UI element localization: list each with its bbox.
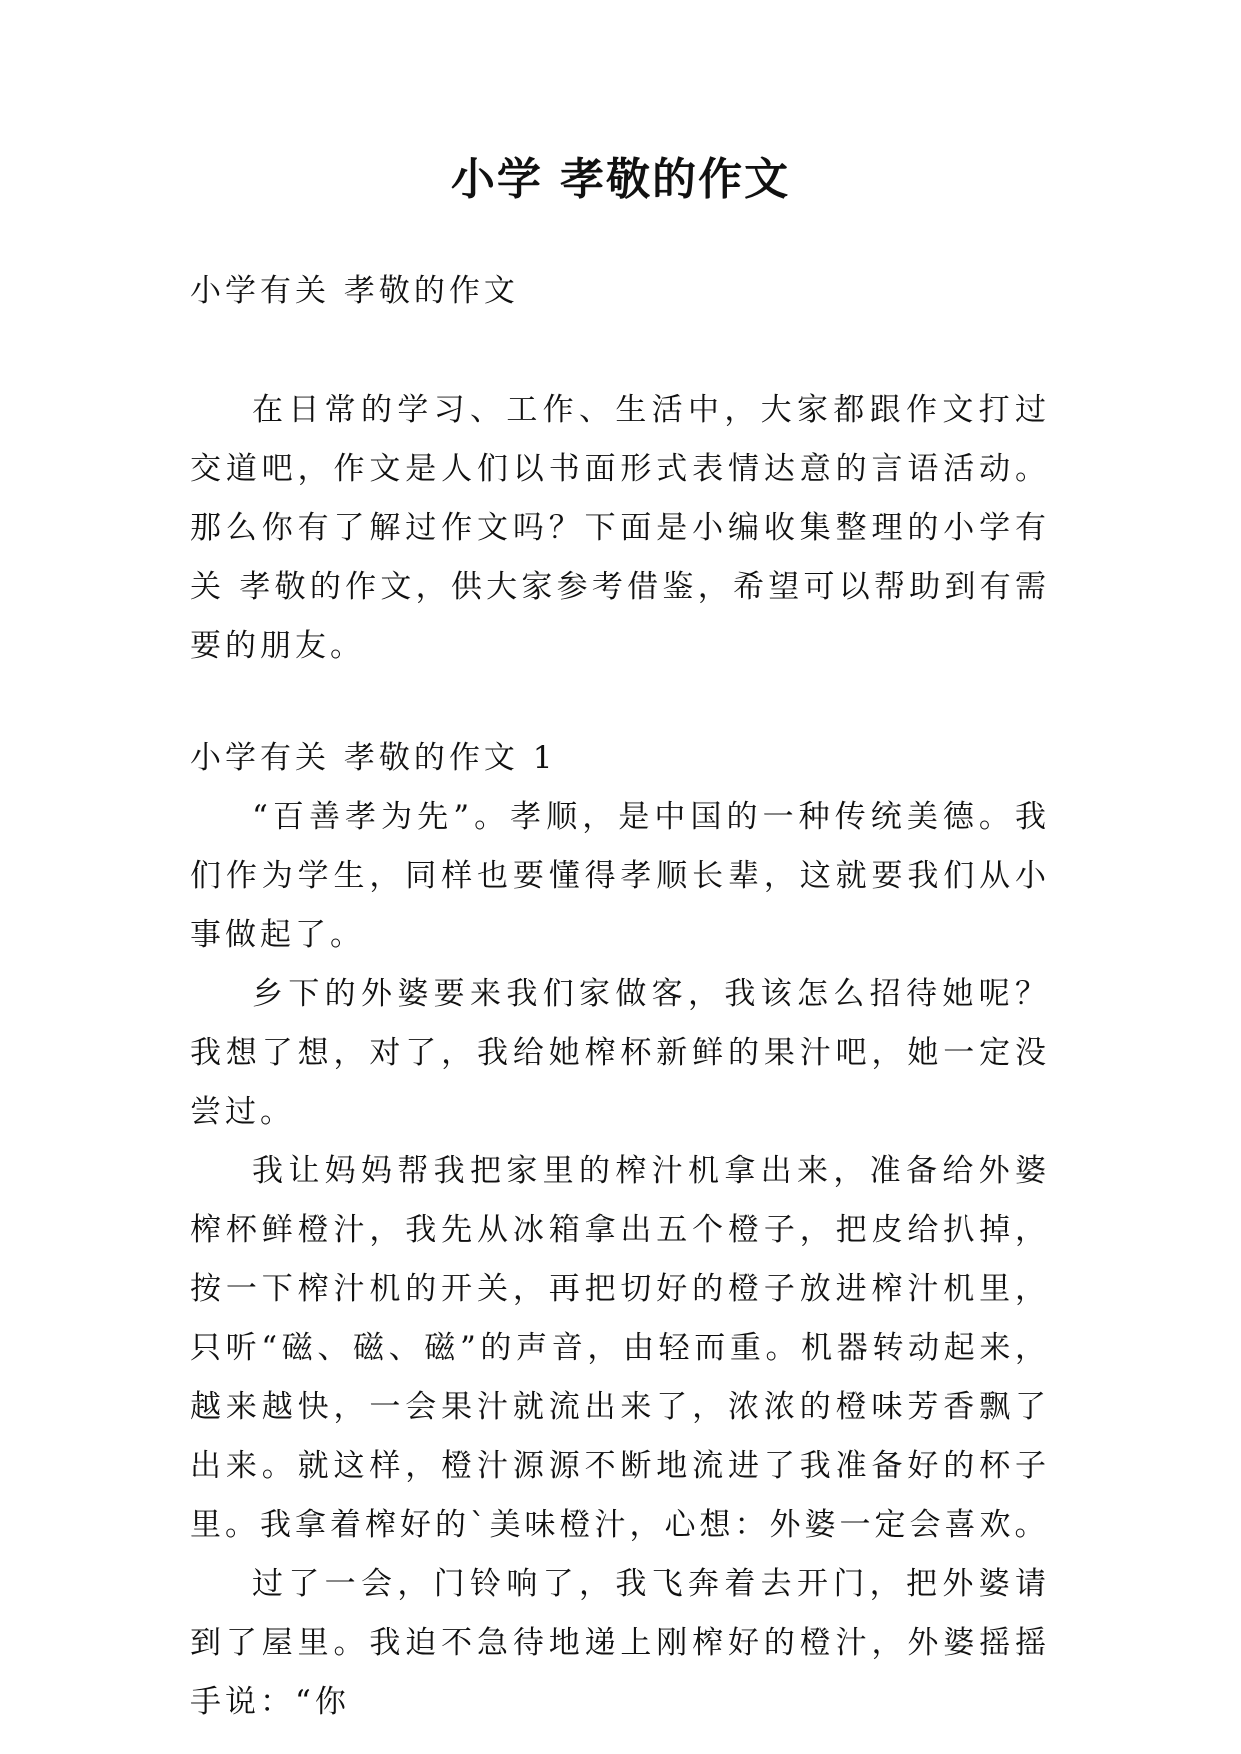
body-paragraph: 过了一会，门铃响了，我飞奔着去开门，把外婆请到了屋里。我迫不急待地递上刚榨好的橙汁，外婆摇摇手说：“你 [190,1566,1050,1720]
section-heading: 小学有关 孝敬的作文 1 [190,740,557,776]
document-subtitle: 小学有关 孝敬的作文 [190,273,519,309]
intro-paragraph: 在日常的学习、工作、生活中，大家都跟作文打过交道吧，作文是人们以书面形式表情达意的言语活动。那么你有了解过作文吗？下面是小编收集整理的小学有关 孝敬的作文，供大家参考借鉴，希望可以帮助到有需要的朋友。 [190,392,1050,664]
spacer [190,321,1050,381]
body-paragraph: 我让妈妈帮我把家里的榨汁机拿出来，准备给外婆榨杯鲜橙汁，我先从冰箱拿出五个橙子，把皮给扒掉，按一下榨汁机的开关，再把切好的橙子放进榨汁机里，只听“磁、磁、磁”的声音，由轻而重。机器转动起来，越来越快，一会果汁就流出来了，浓浓的橙味芳香飘了出来。就这样，橙汁源源不断地流进了我准备好的杯子里。我拿着榨好的`美味橙汁，心想：外婆一定会喜欢。 [190,1153,1050,1543]
document-title: 小学 孝敬的作文 [450,154,791,205]
body-paragraph: 乡下的外婆要来我们家做客，我该怎么招待她呢？我想了想，对了，我给她榨杯新鲜的果汁吧，她一定没尝过。 [190,976,1050,1130]
spacer [190,676,1050,729]
document-body [190,262,1050,1732]
body-paragraph: “百善孝为先”。孝顺，是中国的一种传统美德。我们作为学生，同样也要懂得孝顺长辈，这就要我们从小事做起了。 [190,799,1050,953]
